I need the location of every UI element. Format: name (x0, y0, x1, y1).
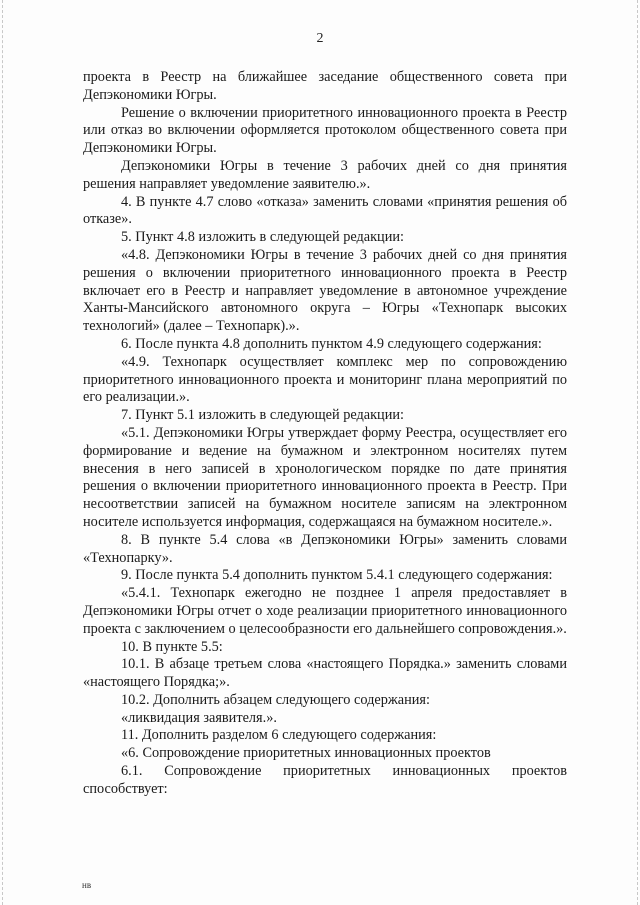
footer-mark: нв (82, 880, 92, 890)
paragraph: 11. Дополнить разделом 6 следующего содержания: (121, 727, 437, 744)
paragraph: 10.2. Дополнить абзацем следующего содержания: (121, 691, 430, 708)
paragraph: «5.1. Депэкономики Югры утверждает форму Реестра, осуществляет его формирование и ведение на бумажном и электронном носителях путем внесения в него записей в хронологическом порядке по дате принятия решения о включении приоритетного инновационного проекта в Реестр. При несоответствии записей на бумажном носителе записям на электронном носителе используется информация, содержащаяся на бумажном носителе.». (83, 424, 567, 530)
paragraph: «ликвидация заявителя.». (121, 709, 277, 726)
paragraph: «4.8. Депэкономики Югры в течение 3 рабочих дней со дня принятия решения о включении приоритетного инновационного проекта в Реестр включает его в Реестр и направляет уведомление в автономное учреждение Ханты-Мансийского автономного округа – Югры «Технопарк высоких технологий» (далее – Технопарк).». (83, 246, 567, 335)
paragraph: 6. После пункта 4.8 дополнить пунктом 4.9 следующего содержания: (121, 335, 542, 352)
paragraph: 10.1. В абзаце третьем слова «настоящего Порядка.» заменить словами «настоящего Порядка;». (83, 656, 567, 691)
paragraph: проекта в Реестр на ближайшее заседание общественного совета при Депэкономики Югры. (83, 69, 567, 103)
paragraph: «5.4.1. Технопарк ежегодно не позднее 1 апреля предоставляет в Депэкономики Югры отчет о ходе реализации приоритетного инновационного проекта с заключением о целесообразности его дальнейшего сопровождения.». (83, 585, 567, 637)
paragraph: Депэкономики Югры в течение 3 рабочих дней со дня принятия решения направляет уведомление заявителю.». (83, 157, 567, 192)
paragraph: Решение о включении приоритетного инновационного проекта в Реестр или отказ во включении оформляется протоколом общественного совета при Депэкономики Югры. (83, 104, 567, 157)
page-left-edge (2, 0, 3, 905)
paragraph: 6.1. Сопровождение приоритетных инновационных проектов способствует: (83, 763, 567, 797)
page-number: 2 (316, 31, 324, 46)
paragraph: 4. В пункте 4.7 слово «отказа» заменить словами «принятия решения об отказе». (83, 193, 567, 228)
paragraph: 5. Пункт 4.8 изложить в следующей редакции: (121, 229, 404, 246)
paragraph: 10. В пункте 5.5: (121, 638, 223, 655)
paragraph: «4.9. Технопарк осуществляет комплекс мер по сопровождению приоритетного инновационного проекта и мониторинг плана мероприятий по его реализации.». (83, 353, 567, 406)
paragraph: 8. В пункте 5.4 слова «в Депэкономики Югры» заменить словами «Технопарку». (83, 531, 567, 566)
section-heading: «6. Сопровождение приоритетных инновационных проектов (121, 745, 491, 762)
document-body (83, 69, 567, 799)
paragraph: 7. Пункт 5.1 изложить в следующей редакции: (121, 407, 404, 424)
page-right-edge (637, 0, 638, 905)
paragraph: 9. После пункта 5.4 дополнить пунктом 5.4.1 следующего содержания: (121, 567, 553, 584)
